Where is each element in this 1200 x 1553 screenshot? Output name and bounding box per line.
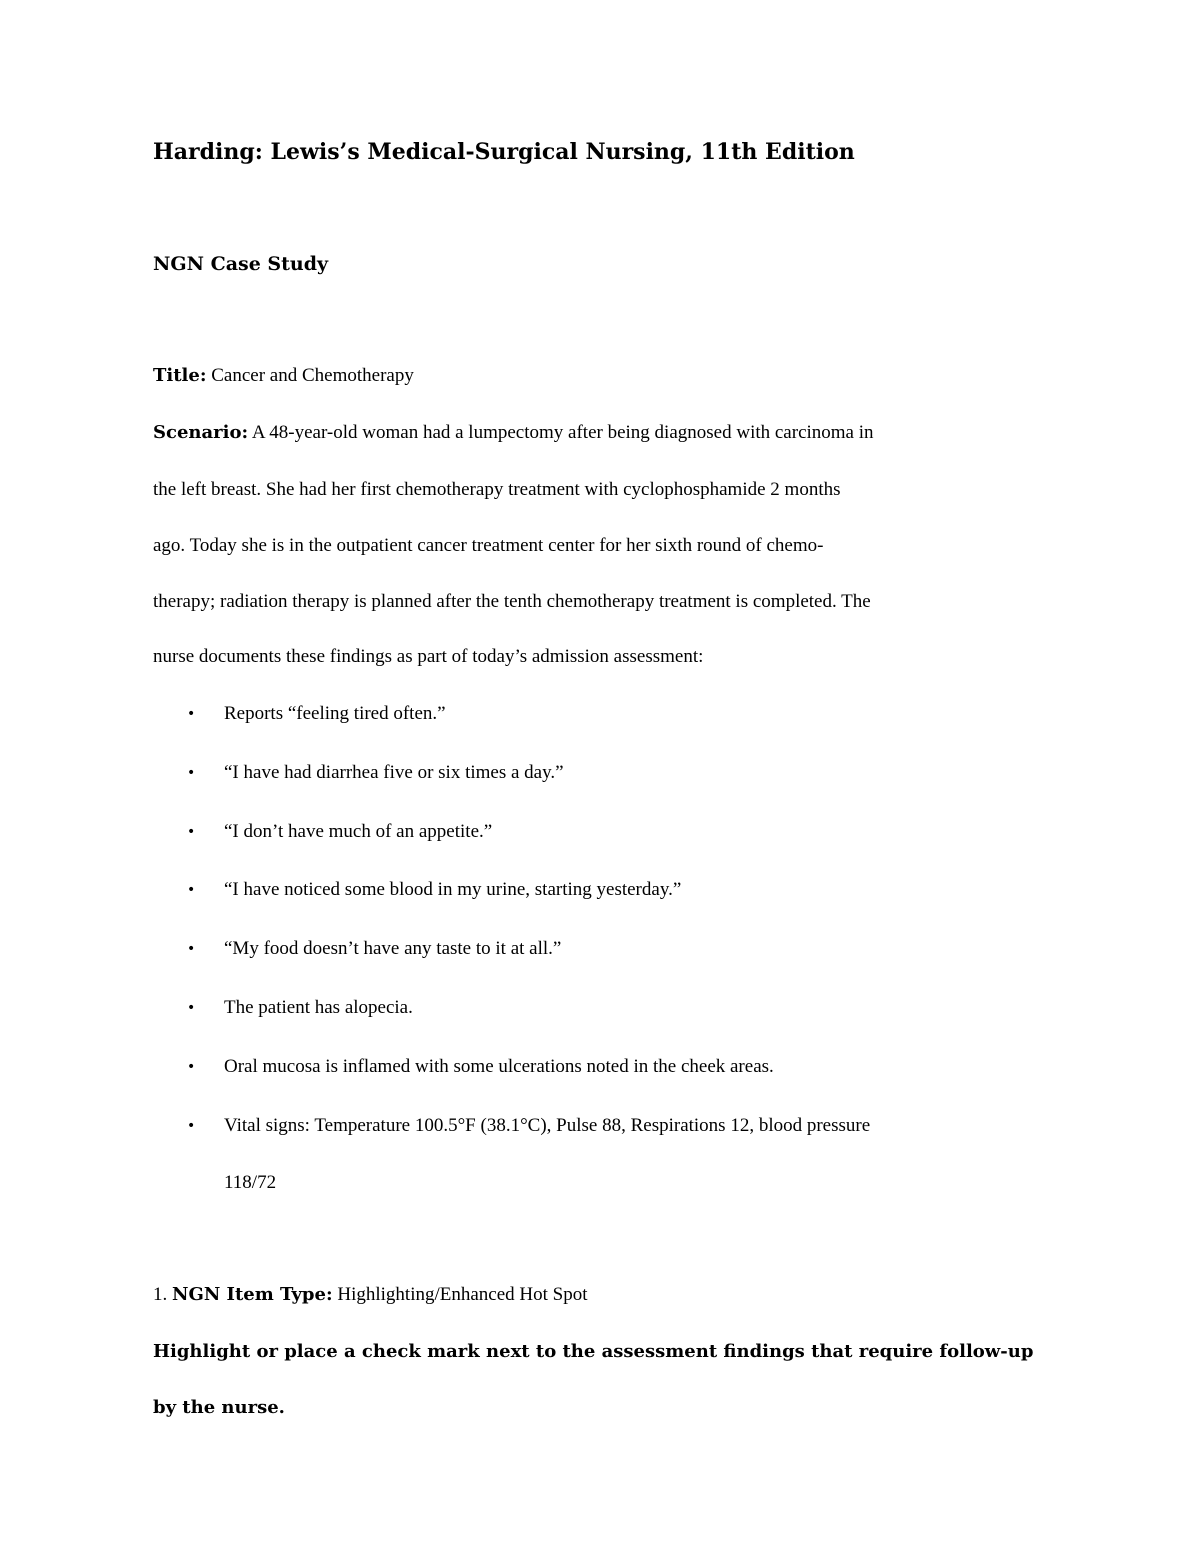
finding-item [187, 1114, 870, 1138]
scenario-label: Scenario: [153, 422, 249, 443]
bullet-icon: • [187, 882, 196, 898]
finding-text: The patient has alopecia. [224, 997, 413, 1018]
finding-item [187, 1055, 774, 1079]
question-number: 1. [153, 1284, 172, 1305]
finding-continuation: 118/72 [224, 1172, 277, 1193]
finding-item [187, 878, 681, 902]
scenario-text-1: A 48-year-old woman had a lumpectomy after being diagnosed with carcinoma in [248, 422, 874, 443]
finding-item [187, 996, 413, 1020]
document-subtitle: NGN Case Study [153, 253, 329, 275]
item-type-label: NGN Item Type: [172, 1284, 333, 1305]
finding-item [187, 761, 564, 785]
bullet-icon: • [187, 1118, 196, 1134]
finding-item [187, 820, 492, 844]
finding-text: “I have noticed some blood in my urine, starting yesterday.” [224, 879, 682, 900]
bullet-icon: • [187, 765, 196, 781]
bullet-icon: • [187, 706, 196, 722]
finding-item [187, 702, 446, 726]
scenario-line-5: nurse documents these findings as part of today’s admission assessment: [153, 646, 704, 667]
finding-text: Reports “feeling tired often.” [224, 703, 446, 724]
title-label: Title: [153, 365, 207, 386]
scenario-line-3: ago. Today she is in the outpatient cancer treatment center for her sixth round of chemo- [153, 535, 824, 556]
finding-text: “I don’t have much of an appetite.” [224, 821, 493, 842]
title-field [153, 364, 414, 388]
finding-text: “I have had diarrhea five or six times a day.” [224, 762, 564, 783]
question-prompt-line-2: by the nurse. [153, 1397, 285, 1418]
bullet-icon: • [187, 1000, 196, 1016]
document-title: Harding: Lewis’s Medical-Surgical Nursing, 11th Edition [153, 139, 855, 165]
finding-text: “My food doesn’t have any taste to it at all.” [224, 938, 562, 959]
question-header [153, 1283, 588, 1307]
finding-item [187, 937, 561, 961]
item-type-value: Highlighting/Enhanced Hot Spot [332, 1284, 588, 1305]
finding-text: Vital signs: Temperature 100.5°F (38.1°C), Pulse 88, Respirations 12, blood pressure [224, 1115, 871, 1136]
finding-text: Oral mucosa is inflamed with some ulcerations noted in the cheek areas. [224, 1056, 774, 1077]
scenario-line-4: therapy; radiation therapy is planned after the tenth chemotherapy treatment is completed. The [153, 591, 871, 612]
bullet-icon: • [187, 1059, 196, 1075]
title-value: Cancer and Chemotherapy [206, 365, 414, 386]
bullet-icon: • [187, 941, 196, 957]
scenario-line-1 [153, 421, 874, 445]
scenario-line-2: the left breast. She had her first chemotherapy treatment with cyclophosphamide 2 months [153, 479, 841, 500]
question-prompt-line-1: Highlight or place a check mark next to the assessment findings that require follow-up [153, 1341, 1034, 1362]
bullet-icon: • [187, 824, 196, 840]
